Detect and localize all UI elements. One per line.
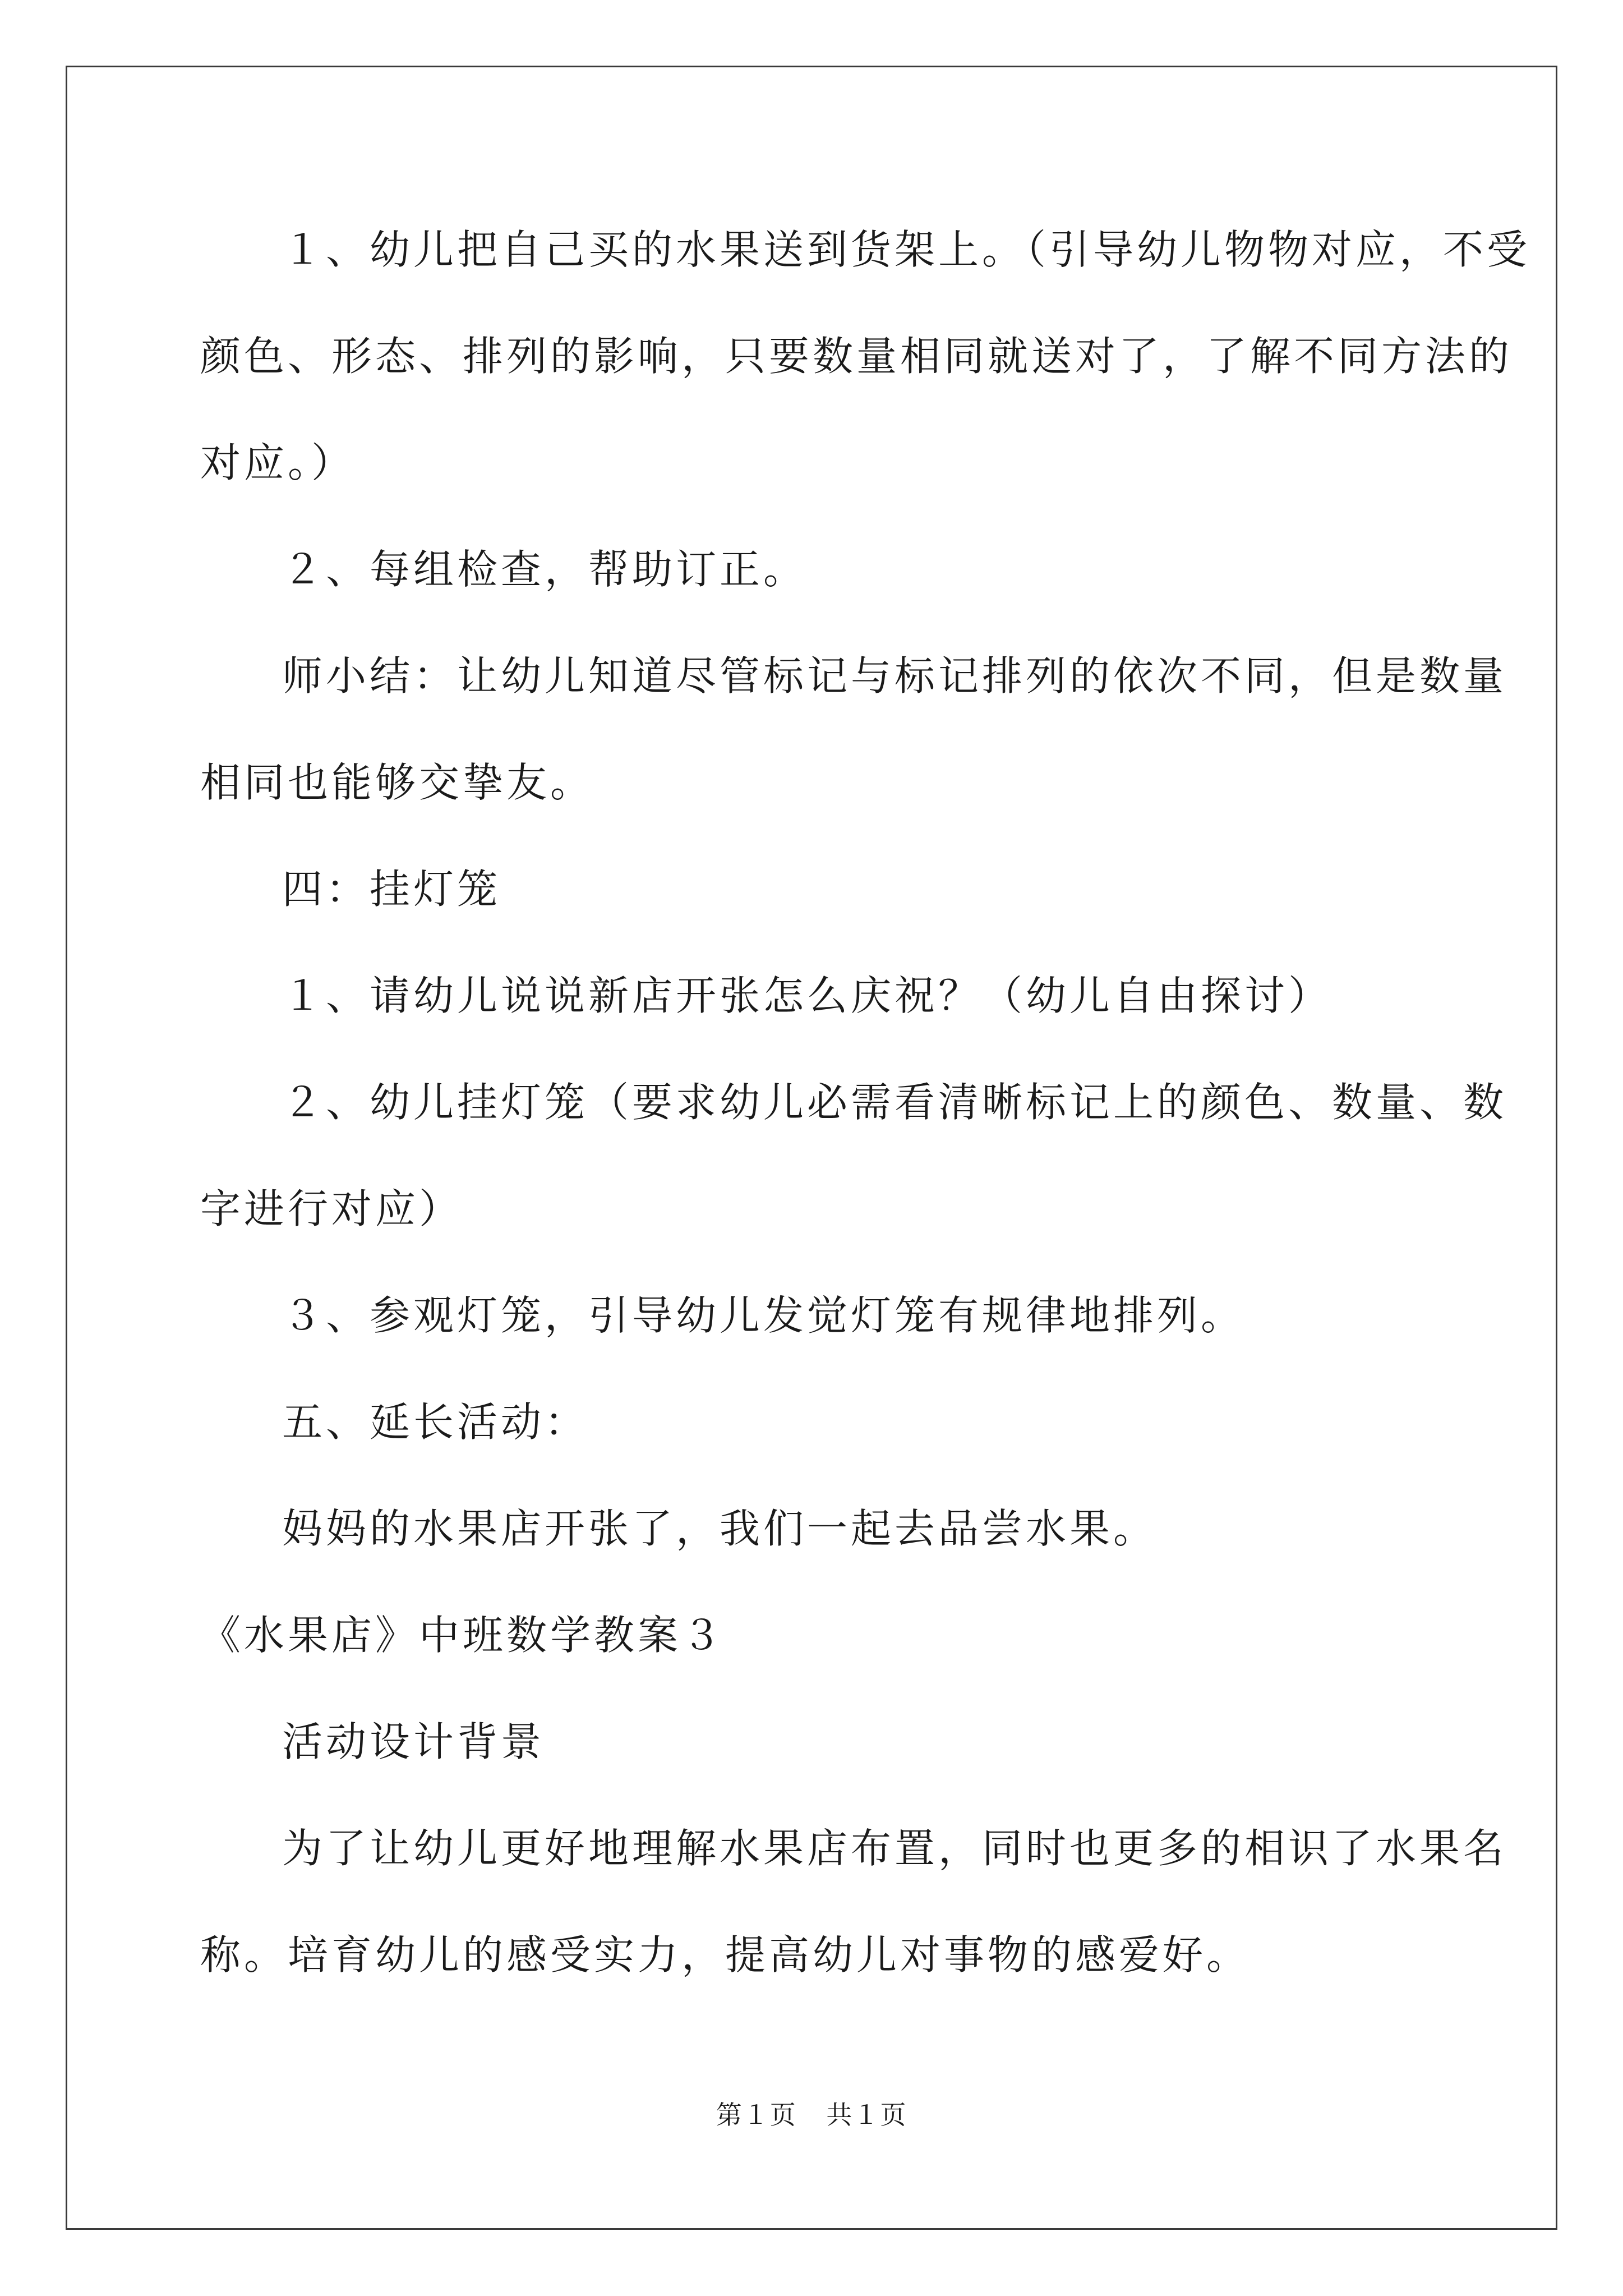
- page-footer: [0, 2098, 1623, 2132]
- paragraph-line: 字进行对应）: [200, 1185, 463, 1232]
- paragraph-line: ２、幼儿挂灯笼（要求幼儿必需看清晰标记上的颜色、数量、数: [282, 1079, 1507, 1126]
- paragraph-line: 师小结：让幼儿知道尽管标记与标记排列的依次不同，但是数量: [282, 652, 1507, 700]
- paragraph-line: 妈妈的水果店开张了，我们一起去品尝水果。: [282, 1505, 1158, 1552]
- paragraph-line: ３、参观灯笼，引导幼儿发觉灯笼有规律地排列。: [282, 1292, 1245, 1339]
- document-title: 《水果店》中班数学教案３: [200, 1612, 726, 1659]
- paragraph-line: 颜色、形态、排列的影响，只要数量相同就送对了，了解不同方法的: [200, 333, 1513, 380]
- page-border: [66, 66, 1557, 2230]
- page-number-current: 第１页: [716, 2100, 797, 2130]
- paragraph-line: １、请幼儿说说新店开张怎么庆祝？（幼儿自由探讨）: [282, 972, 1332, 1019]
- section-heading: 四：挂灯笼: [282, 866, 501, 913]
- paragraph-line: 为了让幼儿更好地理解水果店布置，同时也更多的相识了水果名: [282, 1825, 1507, 1872]
- paragraph-line: ２、每组检查，帮助订正。: [282, 546, 808, 593]
- paragraph-line: １、幼儿把自己买的水果送到货架上。（引导幼儿物物对应，不受: [282, 226, 1531, 273]
- section-heading: 五、延长活动：: [282, 1398, 589, 1446]
- page-number-total: 共１页: [826, 2100, 907, 2130]
- paragraph-line: 称。培育幼儿的感受实力，提高幼儿对事物的感爱好。: [200, 1931, 1251, 1978]
- section-heading: 活动设计背景: [282, 1718, 545, 1765]
- paragraph-line: 对应。）: [200, 439, 356, 486]
- paragraph-line: 相同也能够交挚友。: [200, 759, 594, 806]
